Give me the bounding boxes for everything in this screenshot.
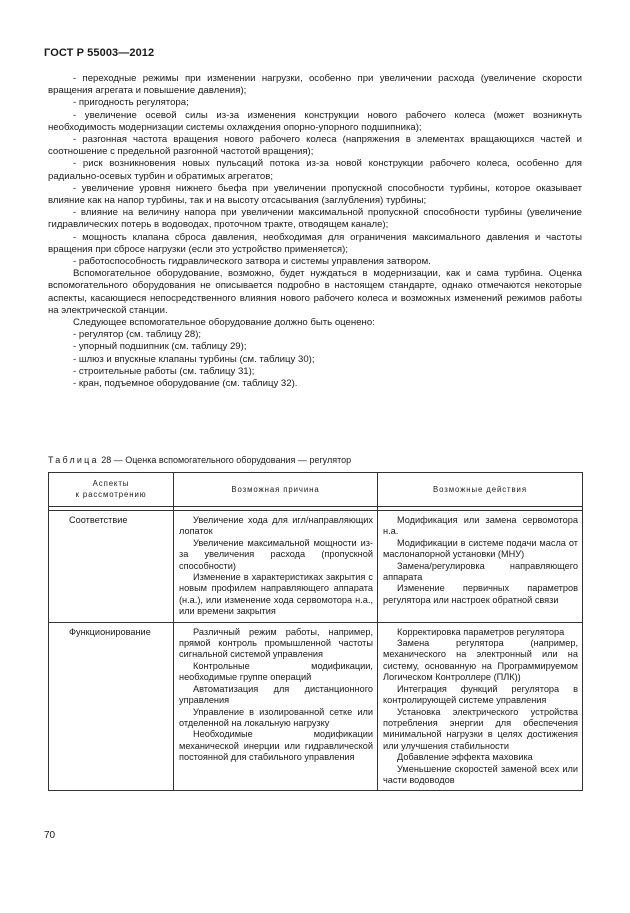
- column-header-cause: Возможная причина: [174, 473, 378, 507]
- action-item: Модификация или замена сервомотора н.а.: [383, 515, 578, 537]
- paragraph: - мощность клапана сброса давления, необходимая для ограничения максимального давления и частоты вращения при сбросе нагрузки (если это устройство применяется);: [48, 231, 582, 255]
- cause-item: Увеличение максимальной мощности из-за увеличения расхода (пропускной способности): [179, 537, 373, 571]
- action-item: Добавление эффекта маховика: [397, 752, 533, 763]
- paragraph: Вспомогательное оборудование, возможно, будет нуждаться в модернизации, как и сама турбина. Оценка вспомогательного оборудования не описывается подробно в настоящем стандарте, однако отмечаются некоторые аспекты, касающиеся непосредственного влияния нового рабочего колеса и возможных изменений режимов работы на электрической станции.: [48, 268, 582, 316]
- paragraph: - влияние на величину напора при увеличении максимальной пропускной способности турбины (увеличение гидравлических потерь в водоводах, проточном тракте, отводящем канале);: [48, 207, 582, 231]
- paragraph: - риск возникновения новых пульсаций потока из-за новой конструкции рабочего колеса, особенно для радиально-осевых турбин и обратимых агрегатов;: [48, 158, 582, 182]
- action-item: Замена/регулировка направляющего аппарата: [383, 560, 578, 583]
- table-caption-text: 28 — Оценка вспомогательного оборудования — регулятор: [101, 455, 352, 465]
- regulator-assessment-table: [48, 472, 583, 791]
- actions-cell: [378, 622, 583, 791]
- cause-item: Управление в изолированной сетке или отделенной на локальную нагрузку: [179, 706, 373, 728]
- table-caption: [48, 455, 351, 465]
- table-row: [49, 622, 583, 791]
- body-text: [48, 73, 582, 390]
- paragraph: - работоспособность гидравлического затвора и системы управления затвором.: [73, 256, 431, 268]
- table-caption-word: Таблица: [48, 455, 99, 465]
- column-header-aspect: [49, 473, 174, 507]
- cause-item: Увеличение хода для игл/направляющих лопаток: [179, 515, 373, 537]
- paragraph: - увеличение уровня нижнего бьефа при увеличении пропускной способности турбины, которое оказывает влияние как на напор турбины, так и на высоту отсасывания (заглубления) турбины;: [48, 182, 582, 207]
- paragraph: - кран, подъемное оборудование (см. таблицу 32).: [73, 378, 298, 390]
- paragraph: - пригодность регулятора;: [73, 97, 189, 109]
- aspect-cell: Соответствие: [49, 511, 174, 623]
- action-item: Установка электрического устройства потребления энергии для обеспечения минимальной нагрузки в целях достижения или улучшения стабильности: [383, 706, 578, 751]
- cause-item: Необходимые модификации механической инерции или гидравлической постоянной для стабильного управления: [179, 729, 373, 763]
- paragraph: Следующее вспомогательное оборудование должно быть оценено:: [73, 317, 375, 329]
- cause-cell: [174, 622, 378, 791]
- action-item: Модификации в системе подачи масла от маслонапорной установки (МНУ): [383, 537, 578, 560]
- paragraph: - шлюз и впускные клапаны турбины (см. таблицу 30);: [73, 353, 315, 365]
- page-number: 70: [44, 830, 56, 841]
- actions-cell: [378, 511, 583, 623]
- action-item: Интеграция функций регулятора в контролирующей системе управления: [383, 683, 578, 706]
- cause-item: Контрольные модификации, необходимые группе операций: [179, 660, 373, 683]
- paragraph: - разгонная частота вращения нового рабочего колеса (напряжения в элементах вращающихся частей и соотношение с предельной разгонной частотой вращения);: [48, 134, 582, 158]
- cause-item: Изменение в характеристиках закрытия с новым профилем направляющего аппарата (н.а.), или изменение хода сервомотора н.а., или времени закрытия: [179, 572, 373, 617]
- document-header: ГОСТ Р 55003—2012: [44, 47, 155, 59]
- aspect-header-line2: к рассмотрению: [75, 490, 147, 499]
- table-row: [49, 511, 583, 623]
- paragraph: - переходные режимы при изменении нагрузки, особенно при увеличении расхода (увеличение скорости вращения агрегата и повышение давления);: [48, 73, 582, 97]
- table-header-row: [49, 473, 583, 507]
- cause-item: Различный режим работы, например, прямой контроль промышленной частоты сигнальной системой управления: [179, 626, 373, 660]
- action-item: Корректировка параметров регулятора: [397, 626, 565, 637]
- action-item: Замена регулятора (например, механического на электронный или на систему, основанную на Программируемом Логическом Контроллере (ПЛК)): [383, 638, 578, 683]
- paragraph: - строительные работы (см. таблицу 31);: [73, 365, 255, 377]
- aspect-cell: Функционирование: [49, 622, 174, 791]
- cause-item: Автоматизация для дистанционного управления: [179, 683, 373, 706]
- action-item: Изменение первичных параметров регулятора или настроек обратной связи: [383, 583, 578, 605]
- cause-cell: [174, 511, 378, 623]
- paragraph: - увеличение осевой силы из-за изменения конструкции нового рабочего колеса (может возникнуть необходимость модернизации системы охлаждения опорно-упорного подшипника);: [48, 109, 582, 133]
- aspect-header-line1: Аспекты: [92, 479, 130, 488]
- paragraph: - регулятор (см. таблицу 28);: [73, 329, 202, 341]
- column-header-actions: Возможные действия: [378, 473, 583, 507]
- paragraph: - упорный подшипник (см. таблицу 29);: [73, 341, 247, 353]
- action-item: Уменьшение скоростей заменой всех или части водоводов: [383, 763, 578, 785]
